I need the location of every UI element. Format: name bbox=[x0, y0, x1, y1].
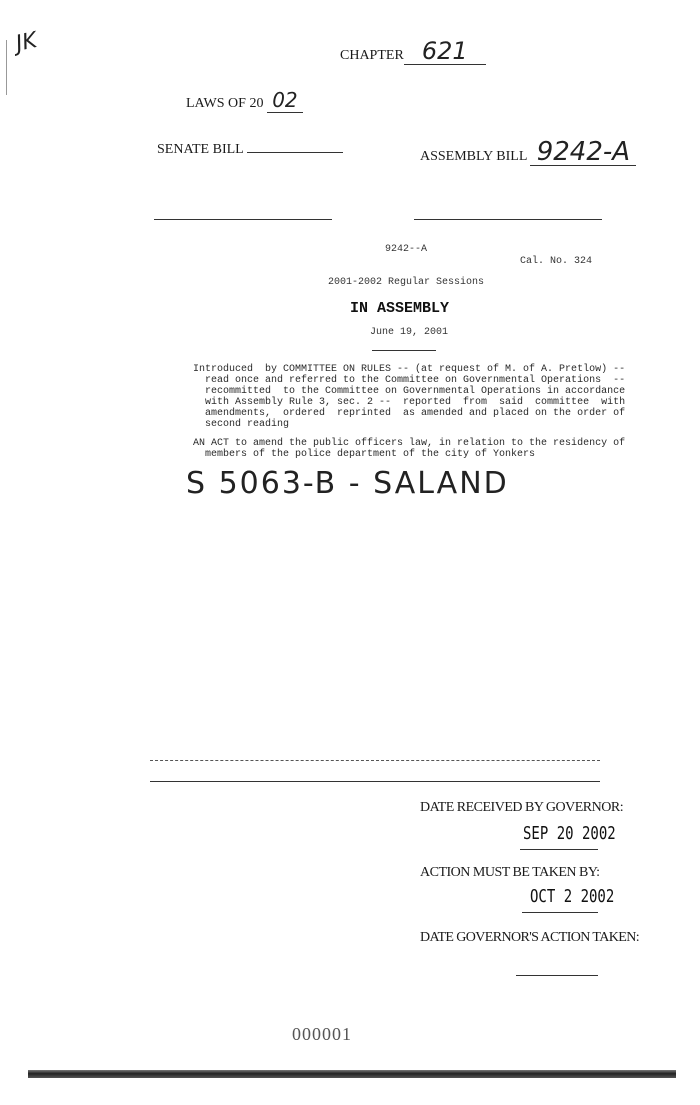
calendar-number: Cal. No. 324 bbox=[520, 256, 593, 267]
act-paragraph bbox=[193, 438, 625, 460]
divider-solid bbox=[150, 781, 600, 782]
senate-bill-line bbox=[247, 152, 343, 153]
divider-dashed bbox=[150, 760, 600, 761]
act-line: members of the police department of the city of Yonkers bbox=[193, 449, 536, 460]
signature-line-right bbox=[414, 219, 602, 220]
act-line: AN ACT to amend the public officers law, in relation to the residency of bbox=[193, 438, 626, 449]
action-by-underline bbox=[522, 912, 598, 913]
introduced-paragraph bbox=[193, 364, 625, 430]
introduced-line: with Assembly Rule 3, sec. 2 -- reported from said committee with bbox=[193, 397, 626, 408]
action-by-label: ACTION MUST BE TAKEN BY: bbox=[420, 865, 600, 880]
action-taken-label: DATE GOVERNOR'S ACTION TAKEN: bbox=[420, 930, 640, 945]
chapter-number: 621 bbox=[421, 37, 468, 65]
signature-line-left bbox=[154, 219, 332, 220]
bill-id: 9242--A bbox=[385, 244, 428, 255]
sessions-line: 2001-2002 Regular Sessions bbox=[328, 277, 485, 288]
introduced-line: read once and referred to the Committee on Governmental Operations -- bbox=[193, 375, 626, 386]
scan-bottom-edge bbox=[28, 1070, 676, 1078]
assembly-bill-label: ASSEMBLY BILL bbox=[420, 149, 527, 164]
chapter-label: CHAPTER bbox=[340, 48, 404, 63]
handwritten-initials: JK bbox=[13, 28, 40, 57]
house-title: IN ASSEMBLY bbox=[350, 300, 450, 317]
left-margin-mark bbox=[6, 40, 7, 95]
senate-bill-label: SENATE BILL bbox=[157, 142, 244, 157]
handwritten-senate-note: S 5063-B - SALAND bbox=[186, 466, 509, 501]
laws-year: 02 bbox=[272, 88, 298, 112]
introduced-line: recommitted to the Committee on Governmental Operations in accordance bbox=[193, 386, 626, 397]
chapter-number-line bbox=[404, 37, 486, 65]
introduced-line: amendments, ordered reprinted as amended and placed on the order of bbox=[193, 408, 626, 419]
bill-date: June 19, 2001 bbox=[370, 327, 449, 338]
action-by-stamp: OCT 2 2002 bbox=[530, 887, 615, 907]
introduced-line: Introduced by COMMITTEE ON RULES -- (at request of M. of A. Pretlow) -- bbox=[193, 364, 626, 375]
laws-year-line bbox=[267, 88, 303, 113]
assembly-bill-line bbox=[530, 137, 636, 167]
assembly-bill-field bbox=[420, 137, 636, 167]
laws-field bbox=[186, 88, 303, 113]
laws-label: LAWS OF 20 bbox=[186, 96, 264, 111]
received-underline bbox=[520, 849, 598, 850]
introduced-line: second reading bbox=[193, 419, 290, 430]
date-underline bbox=[372, 350, 436, 351]
received-stamp: SEP 20 2002 bbox=[523, 824, 616, 844]
assembly-bill-value: 9242-A bbox=[536, 137, 631, 167]
page-number: 000001 bbox=[292, 1024, 352, 1044]
action-taken-underline bbox=[516, 975, 598, 976]
chapter-field bbox=[340, 37, 486, 65]
senate-bill-field bbox=[157, 142, 343, 158]
received-label: DATE RECEIVED BY GOVERNOR: bbox=[420, 800, 624, 815]
